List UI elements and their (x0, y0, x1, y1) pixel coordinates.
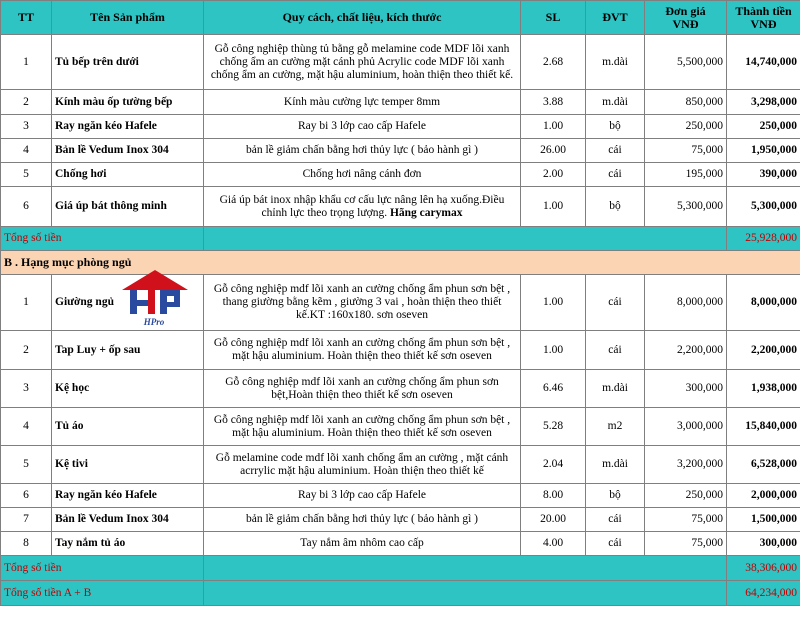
cell-dvt: cái (586, 163, 645, 187)
table-row (1, 408, 800, 446)
cell-spec: bản lề giảm chấn bằng hơi thủy lực ( bảo hành gì ) (204, 139, 521, 163)
cell-spec: Gỗ công nghiệp mdf lõi xanh an cường chống ẩm phun sơn bệt,Hoàn thiện theo thiết kế sơn oseven (204, 370, 521, 408)
cell-price: 850,000 (645, 90, 727, 115)
cell-tt: 3 (1, 115, 52, 139)
cell-total: 1,950,000 (727, 139, 800, 163)
cell-sl: 2.00 (521, 163, 586, 187)
cell-tt: 6 (1, 484, 52, 508)
cell-total: 3,298,000 (727, 90, 800, 115)
cell-tt: 3 (1, 370, 52, 408)
cell-name: Kệ học (52, 370, 204, 408)
cell-dvt: m.dài (586, 370, 645, 408)
cell-price: 75,000 (645, 508, 727, 532)
cell-total: 2,000,000 (727, 484, 800, 508)
hpro-logo-icon (120, 268, 190, 328)
cell-sl: 1.00 (521, 275, 586, 331)
section-b-total-value: 38,306,000 (727, 556, 800, 581)
cell-spec: Ray bi 3 lớp cao cấp Hafele (204, 115, 521, 139)
header-dvt: ĐVT (586, 1, 645, 35)
section-b-total-row (1, 556, 800, 581)
cell-total: 14,740,000 (727, 35, 800, 90)
cell-total: 1,938,000 (727, 370, 800, 408)
cell-tt: 6 (1, 187, 52, 227)
cell-tt: 1 (1, 35, 52, 90)
cell-dvt: m2 (586, 408, 645, 446)
table-row (1, 508, 800, 532)
header-row (1, 1, 800, 35)
cell-price: 300,000 (645, 370, 727, 408)
header-total: Thành tiền VNĐ (727, 1, 800, 35)
cell-tt: 7 (1, 508, 52, 532)
cell-name: Chống hơi (52, 163, 204, 187)
cell-dvt: cái (586, 275, 645, 331)
cell-price: 3,200,000 (645, 446, 727, 484)
cell-sl: 1.00 (521, 187, 586, 227)
table-row (1, 370, 800, 408)
cell-spec: Gỗ công nghiệp mdf lõi xanh an cường chống ẩm phun sơn bệt , thang giường bằng kẽm , giường 3 vai , hoàn thiện theo thiết kế.KT :160x180. sơn oseven (204, 275, 521, 331)
cell-sl: 1.00 (521, 115, 586, 139)
cell-spec: Chống hơi nâng cánh đơn (204, 163, 521, 187)
cell-price: 250,000 (645, 484, 727, 508)
cell-sl: 2.68 (521, 35, 586, 90)
cell-dvt: cái (586, 508, 645, 532)
cell-total: 15,840,000 (727, 408, 800, 446)
cell-spec: Gỗ công nghiệp thùng tủ bằng gỗ melamine code MDF lõi xanh chống ẩm an cường mặt cánh phủ Acrylic code MDF lõi xanh chống ẩm an cường, mặt hậu aluminium, hoàn thiện theo thiết kế. (204, 35, 521, 90)
cell-sl: 2.04 (521, 446, 586, 484)
cell-total: 8,000,000 (727, 275, 800, 331)
header-spec: Quy cách, chất liệu, kích thước (204, 1, 521, 35)
cell-spec: Ray bi 3 lớp cao cấp Hafele (204, 484, 521, 508)
cell-dvt: m.dài (586, 90, 645, 115)
cell-name: Tủ bếp trên dưới (52, 35, 204, 90)
cell-total: 250,000 (727, 115, 800, 139)
cell-price: 75,000 (645, 532, 727, 556)
table-row (1, 115, 800, 139)
table-row (1, 90, 800, 115)
cell-price: 195,000 (645, 163, 727, 187)
cell-price: 8,000,000 (645, 275, 727, 331)
header-sl: SL (521, 1, 586, 35)
cell-spec: Giá úp bát inox nhập khẩu cơ cấu lực nâng lên hạ xuống.Điều chỉnh lực theo trọng lượng. Hãng carymax (204, 187, 521, 227)
cell-price: 5,500,000 (645, 35, 727, 90)
cell-sl: 20.00 (521, 508, 586, 532)
cell-sl: 8.00 (521, 484, 586, 508)
cell-spec: bản lề giảm chấn bằng hơi thủy lực ( bảo hành gì ) (204, 508, 521, 532)
cell-name: Ray ngăn kéo Hafele (52, 484, 204, 508)
cell-tt: 5 (1, 163, 52, 187)
cell-dvt: m.dài (586, 35, 645, 90)
header-tt: TT (1, 1, 52, 35)
cell-tt: 5 (1, 446, 52, 484)
cell-tt: 4 (1, 408, 52, 446)
cell-sl: 4.00 (521, 532, 586, 556)
cell-name: Ray ngăn kéo Hafele (52, 115, 204, 139)
cell-total: 1,500,000 (727, 508, 800, 532)
grand-total-value: 64,234,000 (727, 581, 800, 606)
section-b-total-label: Tổng số tiền (1, 556, 204, 581)
cell-spec: Tay nắm âm nhôm cao cấp (204, 532, 521, 556)
cell-spec: Kính màu cường lực temper 8mm (204, 90, 521, 115)
section-a-total-value: 25,928,000 (727, 227, 800, 251)
cell-name: Tay nắm tủ áo (52, 532, 204, 556)
cell-name: Giá úp bát thông minh (52, 187, 204, 227)
cell-spec: Gỗ melamine code mdf lõi xanh chống ẩm an cường , mặt cánh acrrylic mặt hậu aluminium. Hoàn thiện theo thiết kế (204, 446, 521, 484)
cell-price: 2,200,000 (645, 331, 727, 370)
cell-name: Tủ áo (52, 408, 204, 446)
table-row (1, 139, 800, 163)
table-row (1, 187, 800, 227)
cell-dvt: m.dài (586, 446, 645, 484)
cell-dvt: bộ (586, 187, 645, 227)
cell-tt: 2 (1, 331, 52, 370)
cell-dvt: cái (586, 331, 645, 370)
cell-price: 75,000 (645, 139, 727, 163)
cell-name: Bản lề Vedum Inox 304 (52, 508, 204, 532)
cell-tt: 8 (1, 532, 52, 556)
table-row (1, 446, 800, 484)
table-row (1, 532, 800, 556)
cell-name: Kệ tivi (52, 446, 204, 484)
cell-name: Bản lề Vedum Inox 304 (52, 139, 204, 163)
grand-total-label: Tổng số tiền A + B (1, 581, 204, 606)
cell-spec: Gỗ công nghiệp mdf lõi xanh an cường chống ẩm phun sơn bệt , mặt hậu aluminium. Hoàn thiện theo thiết kế sơn oseven (204, 331, 521, 370)
cell-sl: 6.46 (521, 370, 586, 408)
cell-dvt: bộ (586, 484, 645, 508)
cell-sl: 5.28 (521, 408, 586, 446)
cell-total: 390,000 (727, 163, 800, 187)
cell-sl: 1.00 (521, 331, 586, 370)
cell-tt: 2 (1, 90, 52, 115)
cell-total: 300,000 (727, 532, 800, 556)
header-name: Tên Sản phẩm (52, 1, 204, 35)
logo-text: HPro (143, 317, 165, 327)
section-a-total-row (1, 227, 800, 251)
cell-sl: 26.00 (521, 139, 586, 163)
cell-spec: Gỗ công nghiệp mdf lõi xanh an cường chống ẩm phun sơn bệt , mặt hậu aluminium. Hoàn thiện theo thiết kế sơn oseven (204, 408, 521, 446)
cell-price: 3,000,000 (645, 408, 727, 446)
table-row (1, 35, 800, 90)
cell-name: Giường ngủ (52, 275, 204, 331)
cell-dvt: bộ (586, 115, 645, 139)
cell-dvt: cái (586, 532, 645, 556)
cell-name: Tap Luy + ốp sau (52, 331, 204, 370)
section-b-title: B . Hạng mục phòng ngủ (1, 251, 800, 275)
cell-dvt: cái (586, 139, 645, 163)
cell-tt: 1 (1, 275, 52, 331)
table-row (1, 484, 800, 508)
cell-total: 2,200,000 (727, 331, 800, 370)
header-price: Đơn giá VNĐ (645, 1, 727, 35)
table-row (1, 331, 800, 370)
cell-price: 250,000 (645, 115, 727, 139)
cell-total: 6,528,000 (727, 446, 800, 484)
cell-price: 5,300,000 (645, 187, 727, 227)
grand-total-row (1, 581, 800, 606)
table-row (1, 163, 800, 187)
cell-tt: 4 (1, 139, 52, 163)
cell-sl: 3.88 (521, 90, 586, 115)
cell-name: Kính màu ốp tường bếp (52, 90, 204, 115)
cell-total: 5,300,000 (727, 187, 800, 227)
section-a-total-label: Tổng số tiền (1, 227, 204, 251)
